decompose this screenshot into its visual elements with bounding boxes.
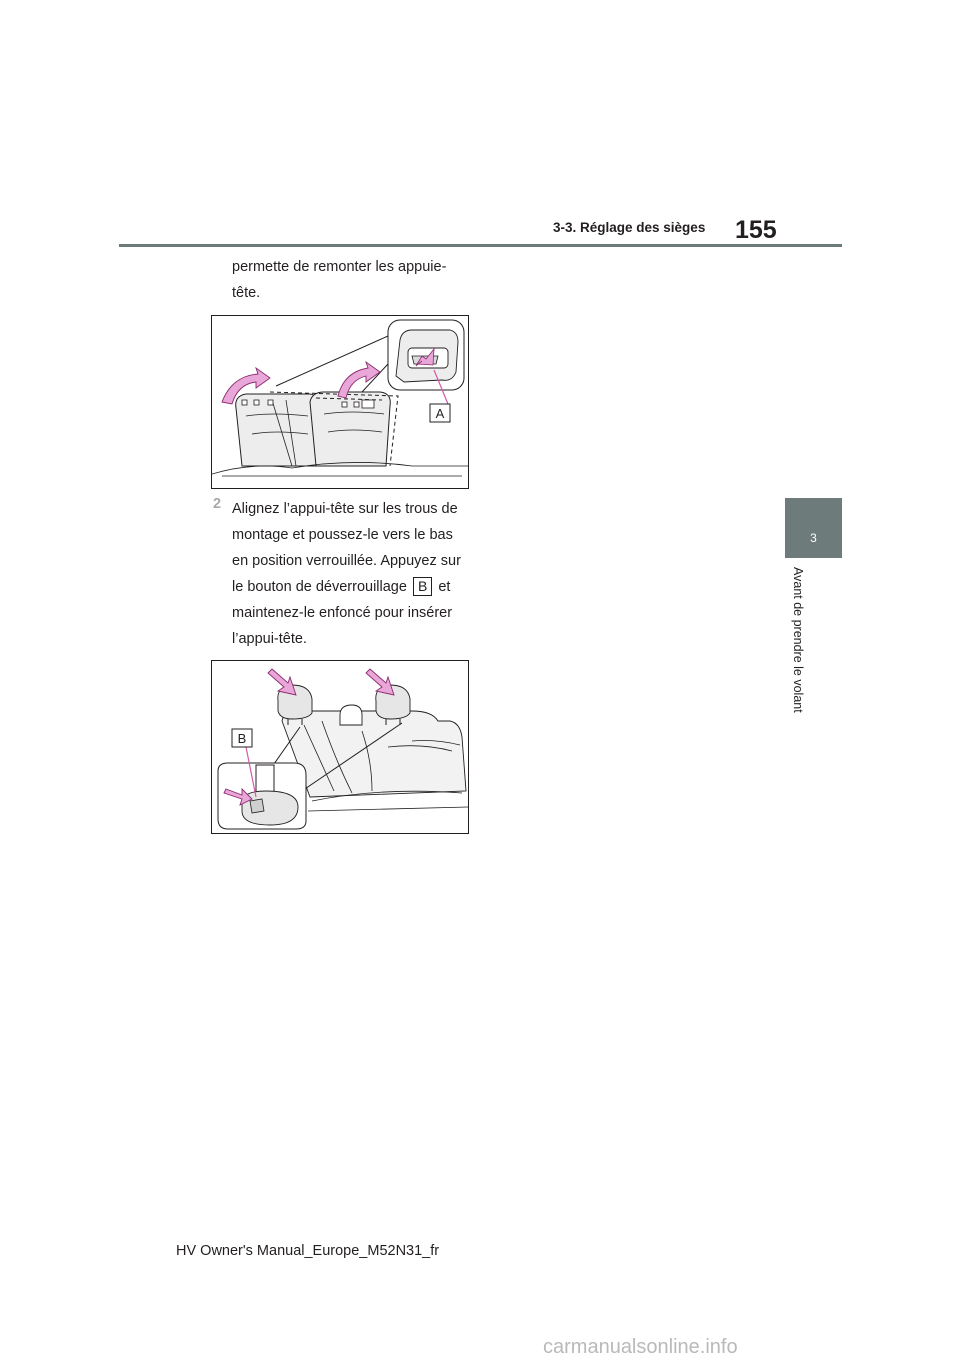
step-2-line-part: le bouton de déverrouillage <box>232 579 407 595</box>
continued-text-line: permette de remonter les appuie- <box>232 259 447 275</box>
inline-label-b: B <box>413 577 432 596</box>
continued-text <box>232 254 446 306</box>
step-2-text <box>232 496 482 652</box>
push-arrow-right <box>366 669 394 695</box>
step-2-line: maintenez-le enfoncé pour insérer <box>232 605 453 621</box>
continued-text-line: tête. <box>232 285 261 301</box>
figure-fold-seatback <box>211 315 469 489</box>
figure-install-headrest <box>211 660 469 834</box>
chapter-side-title <box>786 567 810 732</box>
footer-manual-id: HV Owner's Manual_Europe_M52N31_fr <box>176 1243 440 1259</box>
figure-label-b: B <box>237 731 247 746</box>
figure-fold-seatback-drawing <box>212 316 468 488</box>
chapter-tab <box>785 498 842 558</box>
step-2-line: en position verrouillée. Appuyez sur <box>232 553 461 569</box>
step-number: 2 <box>213 496 222 512</box>
seatback-right <box>310 392 390 466</box>
watermark: carmanualsonline.info <box>543 1336 738 1358</box>
seatback-left <box>236 394 322 466</box>
chapter-side-text: Avant de prendre le volant <box>791 567 805 713</box>
figure-install-headrest-drawing <box>212 661 468 833</box>
step-2-line-part: et <box>438 579 451 595</box>
chapter-tab-number: 3 <box>810 531 817 545</box>
step-2-line: l’appui-tête. <box>232 631 307 647</box>
section-title: 3-3. Réglage des sièges <box>553 220 706 235</box>
push-arrow-left <box>268 669 296 695</box>
page-number: 155 <box>735 216 777 244</box>
step-2-line <box>232 574 482 600</box>
header-rule <box>119 244 842 247</box>
step-2-line: Alignez l’appui-tête sur les trous de <box>232 501 458 517</box>
step-2-line: montage et poussez-le vers le bas <box>232 527 453 543</box>
figure-label-a: A <box>435 406 445 421</box>
